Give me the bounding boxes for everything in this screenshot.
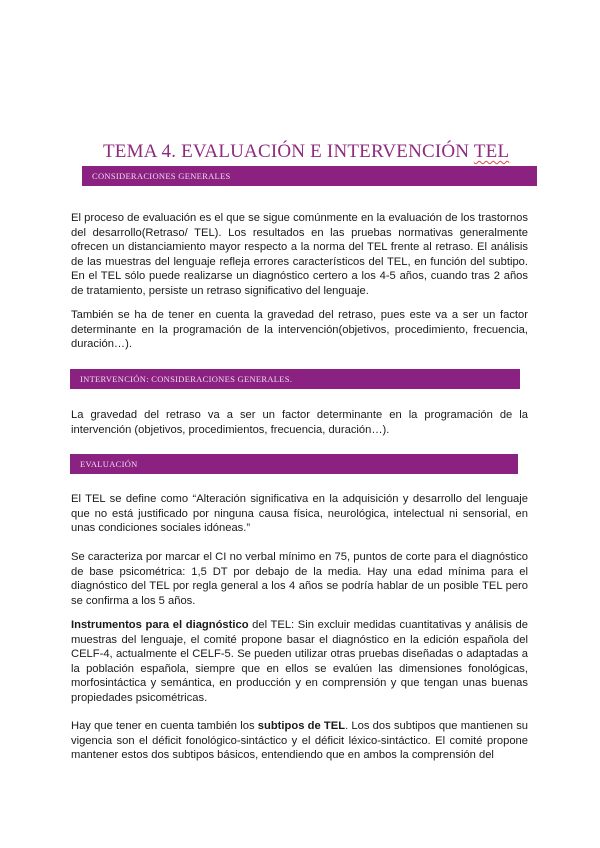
instruments-bold-text: Instrumentos para el diagnóstico <box>71 619 249 631</box>
section-heading-general <box>82 166 537 186</box>
paragraph-instruments <box>71 618 528 706</box>
subtypes-bold-text: subtipos de TEL <box>257 720 346 732</box>
paragraph-tel-definition: El TEL se define como “Alteración significativa en la adquisición y desarrollo del lenguaje que no está justificado por ninguna causa física, neurológica, intelectual ni sensorial, en unas condiciones sociales idóneas.” <box>71 493 528 535</box>
instruments-body-text: del TEL: Sin excluir medidas cuantitativas y análisis de muestras del lenguaje, el comité propone basar el diagnóstico en la edición española del CELF-4, actualmente el CELF-5. Se pueden utilizar otras pruebas diseñadas o adaptadas a la población española, siempre que en ellos se evalúen las dimensiones fonológicas, morfosintáctica y semántica, en producción y en comprensión y que tengan unas buenas propiedades psicométricas. <box>71 619 528 704</box>
subtypes-body-text: . Los dos subtipos que mantienen su vigencia son el déficit fonológico-sintáctico y el déficit léxico-sintáctico. El comité propone mantener estos dos subtipos básicos, entendiendo que en ambos la comprensión del <box>71 720 529 762</box>
section-heading-evaluation-label: EVALUACIÓN <box>80 459 138 469</box>
section-heading-evaluation <box>70 454 518 474</box>
paragraph-tel-characteristics: Se caracteriza por marcar el CI no verbal mínimo en 75, puntos de corte para el diagnóstico de base psicométrica: 1,5 DT por debajo de la media. Hay una edad mínima para el diagnóstico del TEL por regla general a los 4 años se podría hablar de un posible TEL pero se confirma a los 5 años. <box>71 551 528 607</box>
title-tail-text: TEL <box>473 141 510 162</box>
paragraph-intervention: La gravedad del retraso va a ser un factor determinante en la programación de la intervención (objetivos, procedimientos, frecuencia, duración…). <box>71 409 528 436</box>
title-main-text: TEMA 4. EVALUACIÓN E INTERVENCIÓN <box>103 141 474 162</box>
subtypes-intro-text: Hay que tener en cuenta también los <box>71 720 258 732</box>
page-title <box>103 141 563 163</box>
paragraph-evaluation-process: El proceso de evaluación es el que se sigue comúnmente en la evaluación de los trastornos del desarrollo(Retraso/ TEL). Los resultados en las pruebas normativas generalmente ofrecen un distanciamiento mayor respecto a la norma del TEL frente al retraso. El análisis de las muestras del lenguaje refleja errores característicos del TEL, en función del subtipo. En el TEL sólo puede realizarse un diagnóstico certero a los 4-5 años, cuando tras 2 años de tratamiento, persiste un retraso significativo del lenguaje. <box>71 212 528 297</box>
paragraph-subtypes <box>71 719 528 763</box>
section-heading-intervention <box>70 369 520 389</box>
paragraph-severity: También se ha de tener en cuenta la gravedad del retraso, pues este va a ser un factor determinante en la programación de la intervención(objetivos, procedimiento, frecuencia, duración…). <box>71 309 528 351</box>
section-heading-general-label: CONSIDERACIONES GENERALES <box>92 171 231 181</box>
section-heading-intervention-label: INTERVENCIÓN: CONSIDERACIONES GENERALES. <box>80 374 293 384</box>
